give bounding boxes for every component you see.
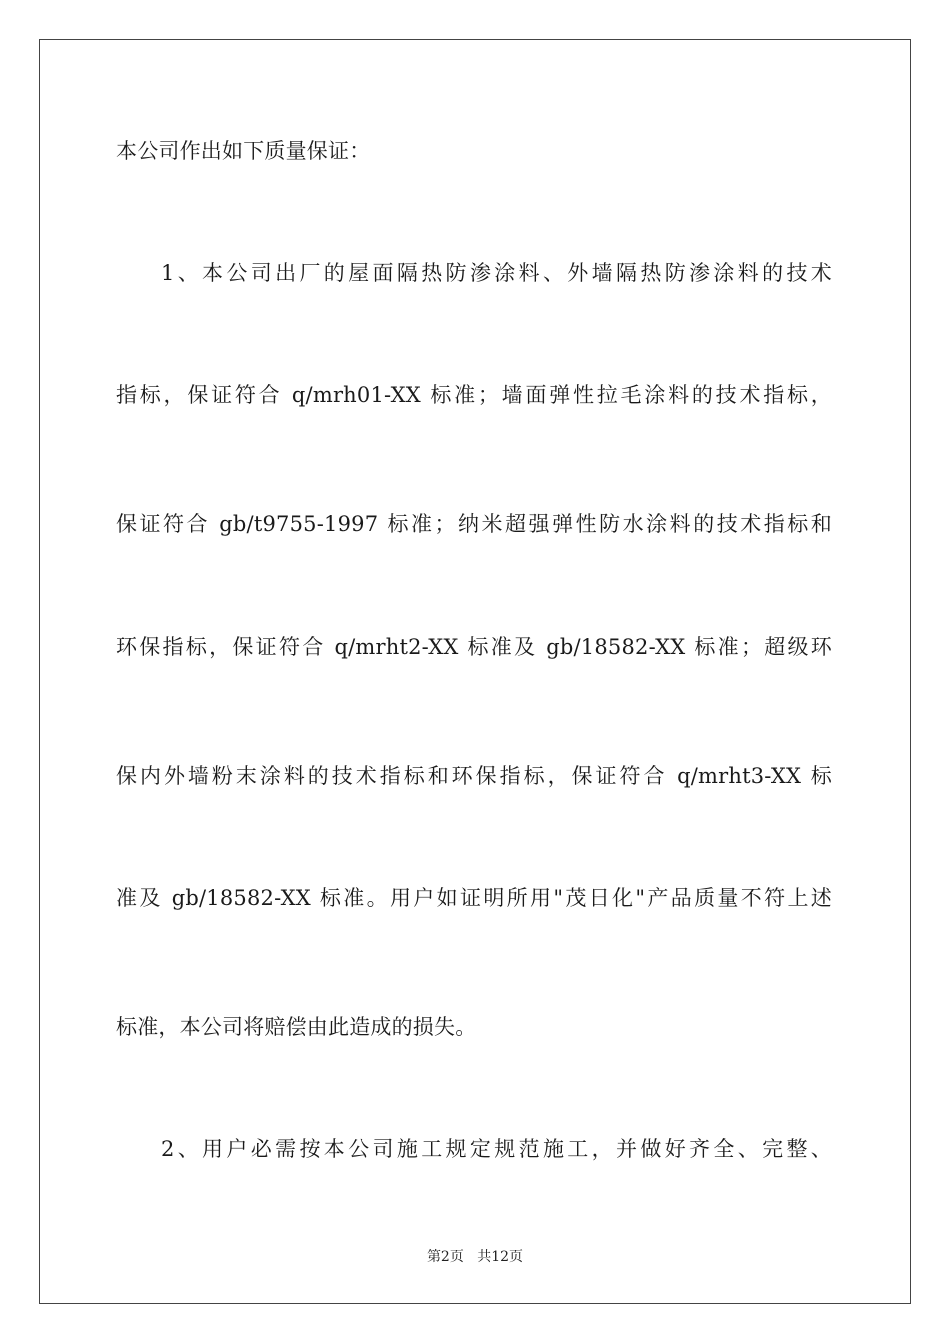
page-number: 第2页	[426, 1249, 464, 1265]
text-line: 保内外墙粉末涂料的技术指标和环保指标，保证符合 q/mrht3-XX 标	[116, 764, 832, 788]
page-total: 共12页	[477, 1249, 524, 1265]
page-border	[39, 39, 911, 1304]
text-line-item2-start: 2、用户必需按本公司施工规定规范施工，并做好齐全、完整、	[161, 1137, 832, 1161]
text-line-intro: 本公司作出如下质量保证：	[116, 139, 371, 163]
text-line: 准及 gb/18582-XX 标准。用户如证明所用"茂日化"产品质量不符上述	[116, 886, 832, 910]
text-line-item1-start: 1、本公司出厂的屋面隔热防渗涂料、外墙隔热防渗涂料的技术	[161, 261, 832, 285]
page-footer	[0, 1247, 950, 1267]
text-line-item1-end: 标准，本公司将赔偿由此造成的损失。	[116, 1015, 477, 1039]
text-line: 环保指标，保证符合 q/mrht2-XX 标准及 gb/18582-XX 标准；超级环	[116, 635, 832, 659]
text-line: 指标，保证符合 q/mrh01-XX 标准；墙面弹性拉毛涂料的技术指标，	[116, 383, 832, 407]
text-line: 保证符合 gb/t9755-1997 标准；纳米超强弹性防水涂料的技术指标和	[116, 512, 832, 536]
